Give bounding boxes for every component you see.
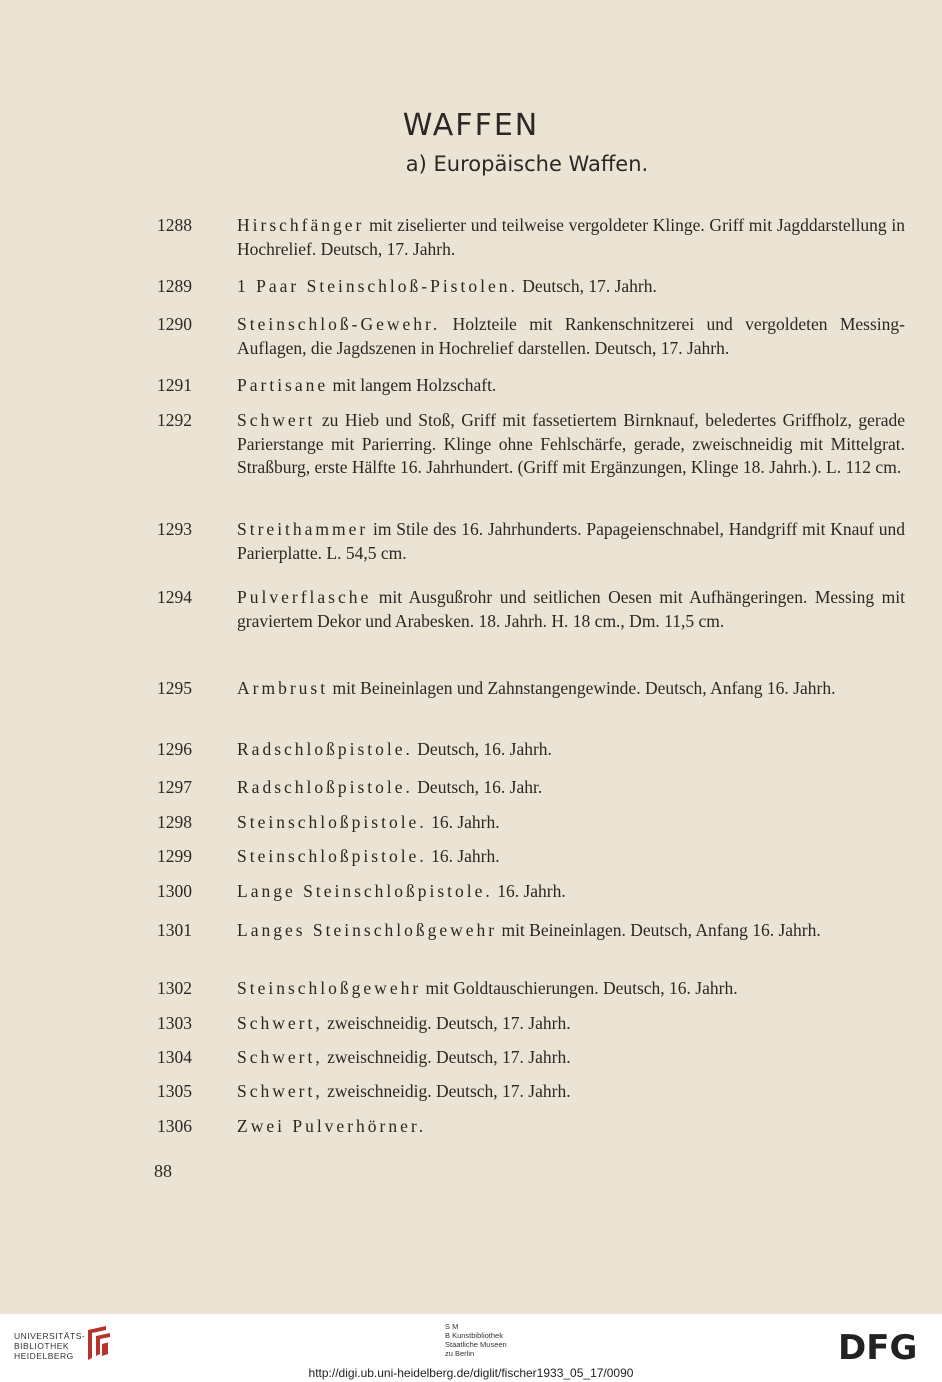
entry-term: Streithammer bbox=[237, 519, 369, 539]
entry-number: 1288 bbox=[157, 215, 192, 235]
entry-term: Partisane bbox=[237, 375, 329, 395]
kb-line: B Kunstbibliothek bbox=[445, 1331, 503, 1340]
entry-description bbox=[237, 880, 905, 904]
entry-text: mit Beineinlagen und Zahnstangengewinde. Deutsch, Anfang 16. Jahrh. bbox=[328, 678, 836, 698]
entry-number: 1301 bbox=[157, 920, 192, 940]
entry-text: zweischneidig. Deutsch, 17. Jahrh. bbox=[322, 1013, 571, 1033]
university-line: HEIDELBERG bbox=[14, 1351, 74, 1361]
entry-text: mit Ausgußrohr und seitlichen Oesen mit Aufhängeringen. Messing mit graviertem Dekor und Arabesken. 18. Jahrh. H. 18 cm., Dm. 11,5 cm. bbox=[237, 587, 905, 631]
university-line: BIBLIOTHEK bbox=[14, 1341, 70, 1351]
section-subheading: a) Europäische Waffen. bbox=[405, 152, 649, 176]
entry-description bbox=[237, 374, 905, 398]
entry-term: Zwei Pulverhörner. bbox=[237, 1116, 427, 1136]
entry-term: Steinschloßgewehr bbox=[237, 978, 422, 998]
entry-description bbox=[237, 845, 905, 869]
entry-term: Steinschloßpistole. bbox=[237, 812, 427, 832]
kb-logo-letters: S M bbox=[445, 1322, 459, 1331]
entry-term: Radschloßpistole. bbox=[237, 777, 413, 797]
entry-term: Lange Steinschloßpistole. bbox=[237, 881, 493, 901]
entry-text: 16. Jahrh. bbox=[426, 846, 500, 866]
entry-term: Pulverflasche bbox=[237, 587, 372, 607]
entry-term: Radschloßpistole. bbox=[237, 739, 413, 759]
entry-text: Deutsch, 17. Jahrh. bbox=[517, 276, 657, 296]
entry-term: Schwert bbox=[237, 410, 316, 430]
entry-term: Steinschloßpistole. bbox=[237, 846, 427, 866]
kb-line: Staatliche Museen bbox=[445, 1340, 507, 1349]
university-line: UNIVERSITÄTS- bbox=[14, 1331, 86, 1341]
entry-description bbox=[237, 214, 905, 261]
entry-term: Schwert, bbox=[237, 1013, 323, 1033]
entry-number: 1302 bbox=[157, 978, 192, 998]
entry-description bbox=[237, 919, 905, 943]
entry-description bbox=[237, 1115, 905, 1139]
entry-text: mit ziselierter und teilweise vergoldeter Klinge. Griff mit Jagddarstellung in Hochrelief. Deutsch, 17. Jahrh. bbox=[237, 215, 905, 259]
entry-number: 1303 bbox=[157, 1013, 192, 1033]
entry-number: 1295 bbox=[157, 678, 192, 698]
entry-term: 1 Paar Steinschloß-Pistolen. bbox=[237, 276, 518, 296]
entry-number: 1296 bbox=[157, 739, 192, 759]
page-heading: WAFFEN bbox=[402, 108, 540, 143]
entry-number: 1292 bbox=[157, 410, 192, 430]
entry-text: 16. Jahrh. bbox=[492, 881, 566, 901]
entry-text: Deutsch, 16. Jahr. bbox=[412, 777, 543, 797]
entry-description bbox=[237, 1080, 905, 1104]
entry-text: mit langem Holzschaft. bbox=[328, 375, 497, 395]
entry-description bbox=[237, 275, 905, 299]
entry-number: 1294 bbox=[157, 587, 192, 607]
entry-description bbox=[237, 811, 905, 835]
entry-text: zu Hieb und Stoß, Griff mit fassetiertem Birnknauf, beledertes Griffholz, gerade Parierstange mit Parierring. Klinge ohne Fehlschärfe, gerade, zweischneidig mit Mittelgrat. Straßburg, erste Hälfte 16. Jahrhundert. (Griff mit Ergänzungen, Klinge 18. Jahrh.). L. 112 cm. bbox=[237, 410, 905, 477]
entry-text: Deutsch, 16. Jahrh. bbox=[412, 739, 552, 759]
entry-description bbox=[237, 677, 905, 701]
entry-description bbox=[237, 1012, 905, 1036]
entry-number: 1299 bbox=[157, 846, 192, 866]
entry-description bbox=[237, 738, 905, 762]
entry-description bbox=[237, 1046, 905, 1070]
entry-number: 1306 bbox=[157, 1116, 192, 1136]
viewer-footer bbox=[0, 1314, 942, 1382]
entry-text: mit Beineinlagen. Deutsch, Anfang 16. Jahrh. bbox=[497, 920, 821, 940]
entry-number: 1298 bbox=[157, 812, 192, 832]
entry-number: 1291 bbox=[157, 375, 192, 395]
entry-description bbox=[237, 313, 905, 360]
entry-text: zweischneidig. Deutsch, 17. Jahrh. bbox=[322, 1081, 571, 1101]
entry-number: 1305 bbox=[157, 1081, 192, 1101]
entry-description bbox=[237, 776, 905, 800]
entry-description bbox=[237, 586, 905, 633]
source-url: http://digi.ub.uni-heidelberg.de/diglit/fischer1933_05_17/0090 bbox=[308, 1366, 634, 1380]
university-library-name bbox=[14, 1331, 85, 1361]
entry-description bbox=[237, 518, 905, 565]
entry-number: 1293 bbox=[157, 519, 192, 539]
entry-term: Schwert, bbox=[237, 1047, 323, 1067]
dfg-logo-icon bbox=[838, 1328, 930, 1364]
entry-number: 1290 bbox=[157, 314, 192, 334]
entry-text: im Stile des 16. Jahrhunderts. Papageienschnabel, Handgriff mit Knauf und Parierplatte. L. 54,5 cm. bbox=[237, 519, 905, 563]
entry-text: 16. Jahrh. bbox=[426, 812, 500, 832]
kb-line: zu Berlin bbox=[445, 1349, 475, 1358]
entry-number: 1297 bbox=[157, 777, 192, 797]
entry-number: 1300 bbox=[157, 881, 192, 901]
kunstbibliothek-logo bbox=[445, 1322, 507, 1358]
page-number: 88 bbox=[154, 1161, 172, 1181]
entry-text: Holzteile mit Rankenschnitzerei und vergoldeten Messing-Auflagen, die Jagdszenen in Hochrelief darstellen. Deutsch, 17. Jahrh. bbox=[237, 314, 905, 358]
university-logo-icon bbox=[84, 1324, 114, 1362]
entry-description bbox=[237, 977, 905, 1001]
entry-text: mit Goldtauschierungen. Deutsch, 16. Jahrh. bbox=[421, 978, 738, 998]
entry-number: 1289 bbox=[157, 276, 192, 296]
entry-term: Steinschloß-Gewehr. bbox=[237, 314, 441, 334]
entry-number: 1304 bbox=[157, 1047, 192, 1067]
entry-term: Schwert, bbox=[237, 1081, 323, 1101]
entry-term: Armbrust bbox=[237, 678, 329, 698]
entry-term: Hirschfänger bbox=[237, 215, 365, 235]
entry-description bbox=[237, 409, 905, 480]
entry-text: zweischneidig. Deutsch, 17. Jahrh. bbox=[322, 1047, 571, 1067]
dfg-logo-text: DFG bbox=[838, 1328, 918, 1364]
entry-term: Langes Steinschloßgewehr bbox=[237, 920, 498, 940]
